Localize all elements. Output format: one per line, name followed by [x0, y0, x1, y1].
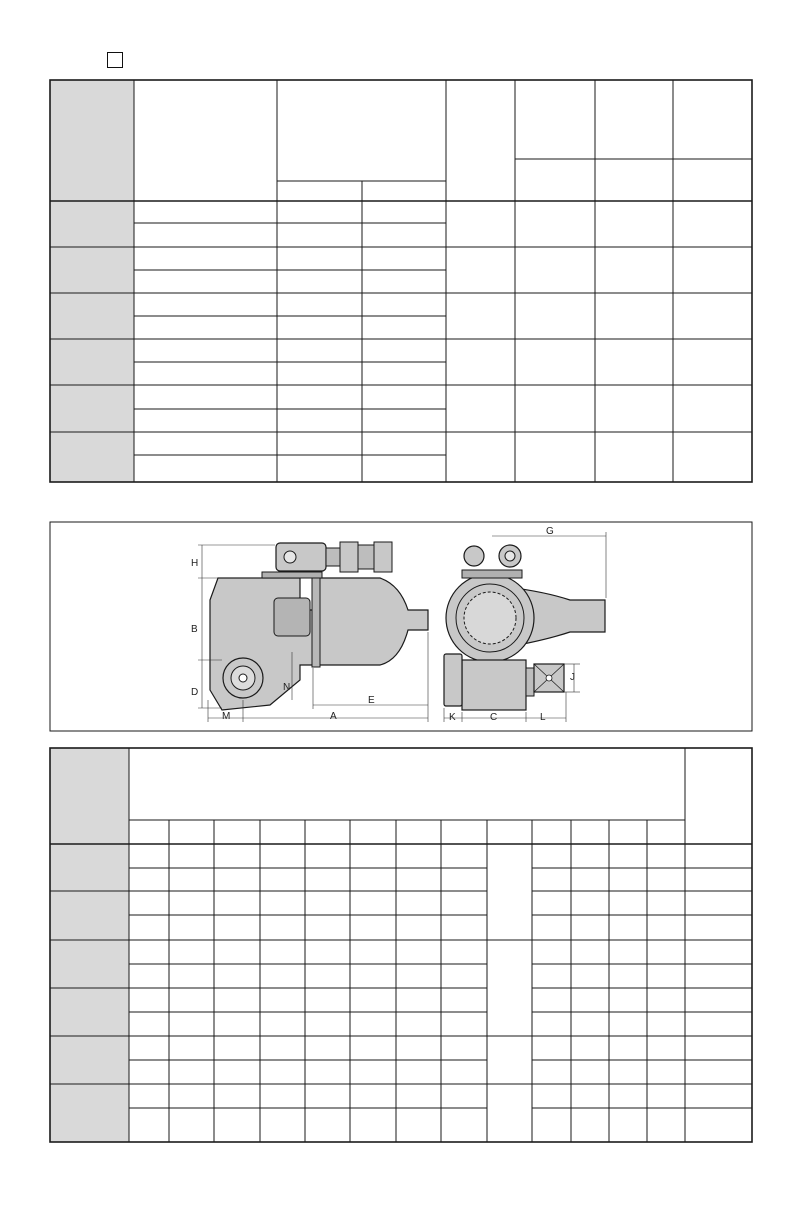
front-view: [444, 526, 606, 723]
dim-label-h: H: [191, 558, 199, 569]
dim-label-b: B: [191, 624, 198, 635]
top-table-row-header-column: [50, 80, 134, 482]
dim-label-j: J: [570, 672, 575, 683]
dim-label-m: M: [222, 711, 231, 722]
dim-label-a: A: [330, 711, 337, 722]
dim-label-c: C: [490, 712, 498, 723]
bottom-table: [50, 748, 752, 1142]
dim-label-d: D: [191, 687, 199, 698]
side-view: [191, 542, 428, 722]
bottom-table-row-header-column: [50, 748, 129, 1142]
top-table: [50, 80, 752, 482]
dim-label-e: E: [368, 695, 375, 706]
wrench-diagram: [50, 522, 752, 731]
dim-label-n: N: [283, 682, 291, 693]
dim-label-g: G: [546, 526, 554, 537]
top-table-border: [50, 80, 752, 482]
dim-label-l: L: [540, 712, 546, 723]
dim-label-k: K: [449, 712, 456, 723]
